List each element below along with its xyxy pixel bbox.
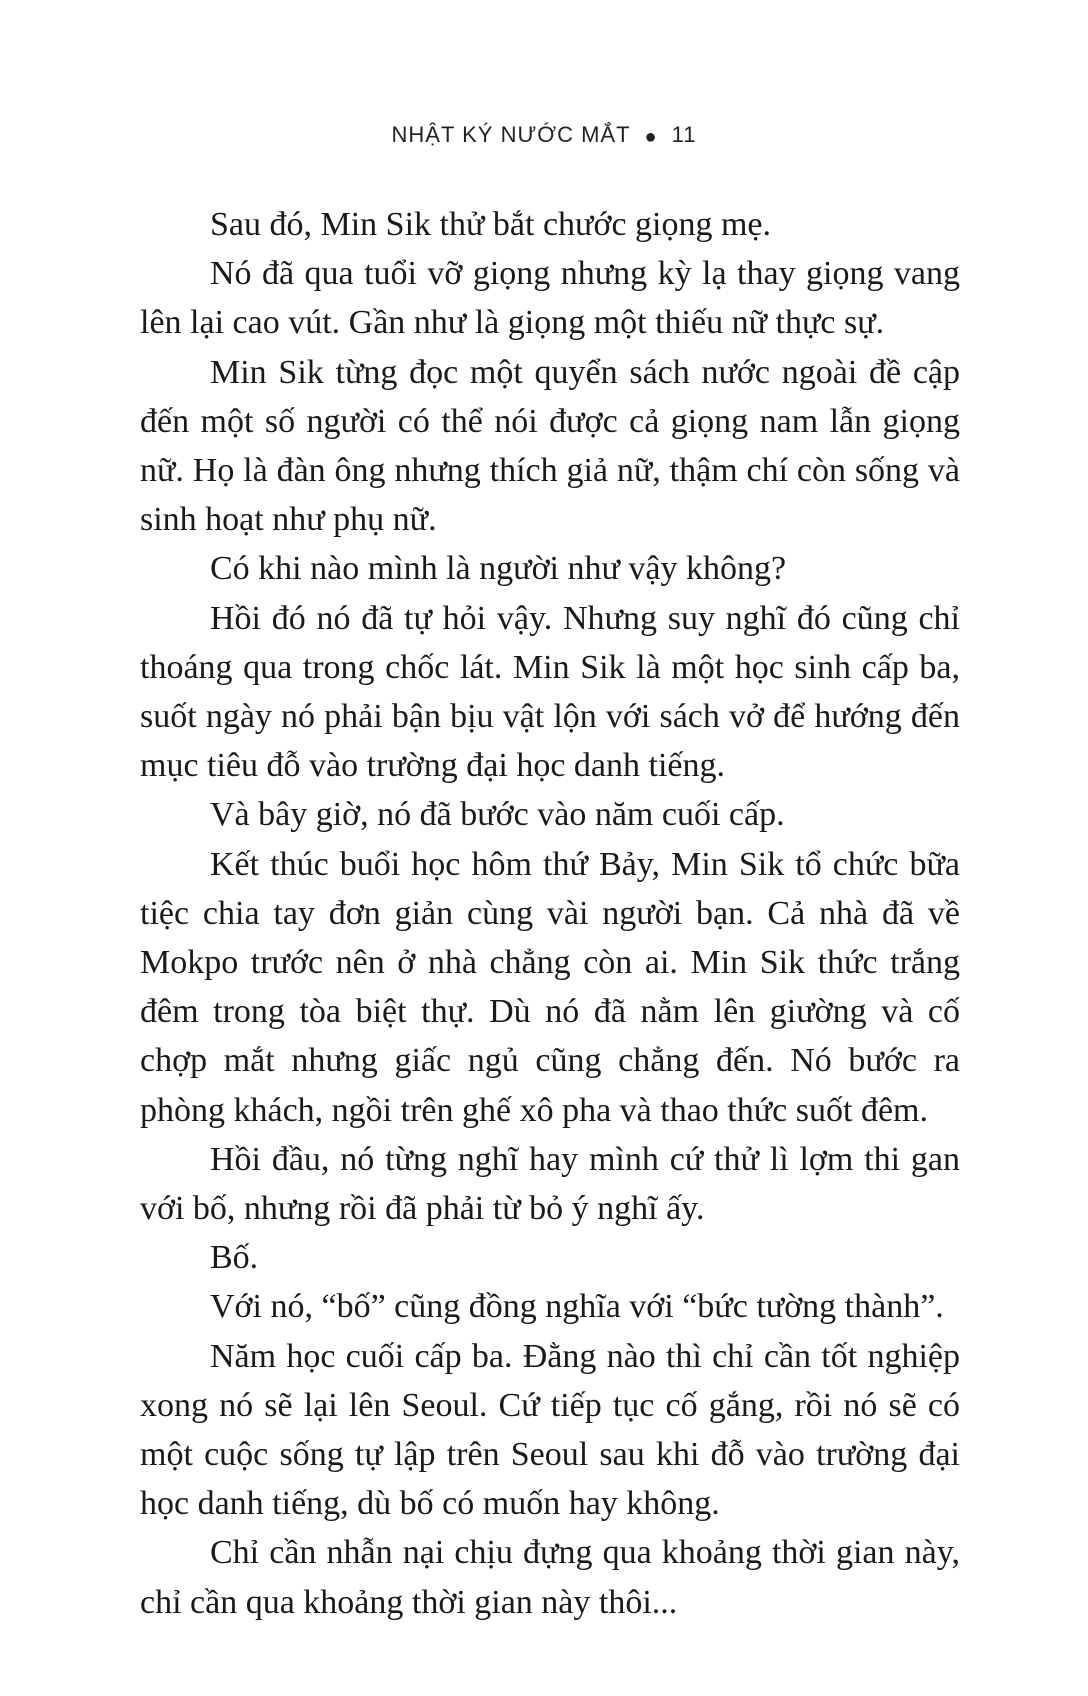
- paragraph: Chỉ cần nhẫn nại chịu đựng qua khoảng thời gian này, chỉ cần qua khoảng thời gian này thôi...: [140, 1534, 960, 1621]
- paragraph: Năm học cuối cấp ba. Đằng nào thì chỉ cần tốt nghiệp xong nó sẽ lại lên Seoul. Cứ tiếp tục cố gắng, rồi nó sẽ có một cuộc sống tự lập trên Seoul sau khi đỗ vào trường đại học danh tiếng, dù bố có muốn hay không.: [140, 1337, 960, 1523]
- paragraph: Bố.: [210, 1239, 259, 1277]
- paragraph: Hồi đầu, nó từng nghĩ hay mình cứ thử lì lợm thi gan với bố, nhưng rồi đã phải từ bỏ ý nghĩ ấy.: [140, 1140, 960, 1228]
- paragraph: Có khi nào mình là người như vậy không?: [210, 550, 787, 588]
- paragraph: Nó đã qua tuổi vỡ giọng nhưng kỳ lạ thay giọng vang lên lại cao vút. Gần như là giọng một thiếu nữ thực sự.: [140, 255, 960, 342]
- book-title: NHẬT KÝ NƯỚC MẮT: [391, 122, 631, 147]
- page-number: 11: [671, 122, 697, 147]
- paragraph: Kết thúc buổi học hôm thứ Bảy, Min Sik tổ chức bữa tiệc chia tay đơn giản cùng vài người bạn. Cả nhà đã về Mokpo trước nên ở nhà chẳng còn ai. Min Sik thức trắng đêm trong tòa biệt thự. Dù nó đã nằm lên giường và cố chợp mắt nhưng giấc ngủ cũng chẳng đến. Nó bước ra phòng khách, ngồi trên ghế xô pha và thao thức suốt đêm.: [140, 845, 960, 1129]
- paragraph: Min Sik từng đọc một quyển sách nước ngoài đề cập đến một số người có thể nói được cả giọng nam lẫn giọng nữ. Họ là đàn ông nhưng thích giả nữ, thậm chí còn sống và sinh hoạt như phụ nữ.: [140, 353, 960, 539]
- paragraph: Và bây giờ, nó đã bước vào năm cuối cấp.: [210, 796, 785, 834]
- running-header: [0, 122, 1088, 148]
- paragraph: Với nó, “bố” cũng đồng nghĩa với “bức tường thành”.: [210, 1288, 944, 1326]
- teardrop-separator-icon: ●: [644, 126, 658, 148]
- body-text: [140, 200, 960, 1627]
- paragraph: Hồi đó nó đã tự hỏi vậy. Nhưng suy nghĩ đó cũng chỉ thoáng qua trong chốc lát. Min Sik là một học sinh cấp ba, suốt ngày nó phải bận bịu vật lộn với sách vở để hướng đến mục tiêu đỗ vào trường đại học danh tiếng.: [140, 599, 960, 785]
- paragraph: Sau đó, Min Sik thử bắt chước giọng mẹ.: [210, 206, 772, 243]
